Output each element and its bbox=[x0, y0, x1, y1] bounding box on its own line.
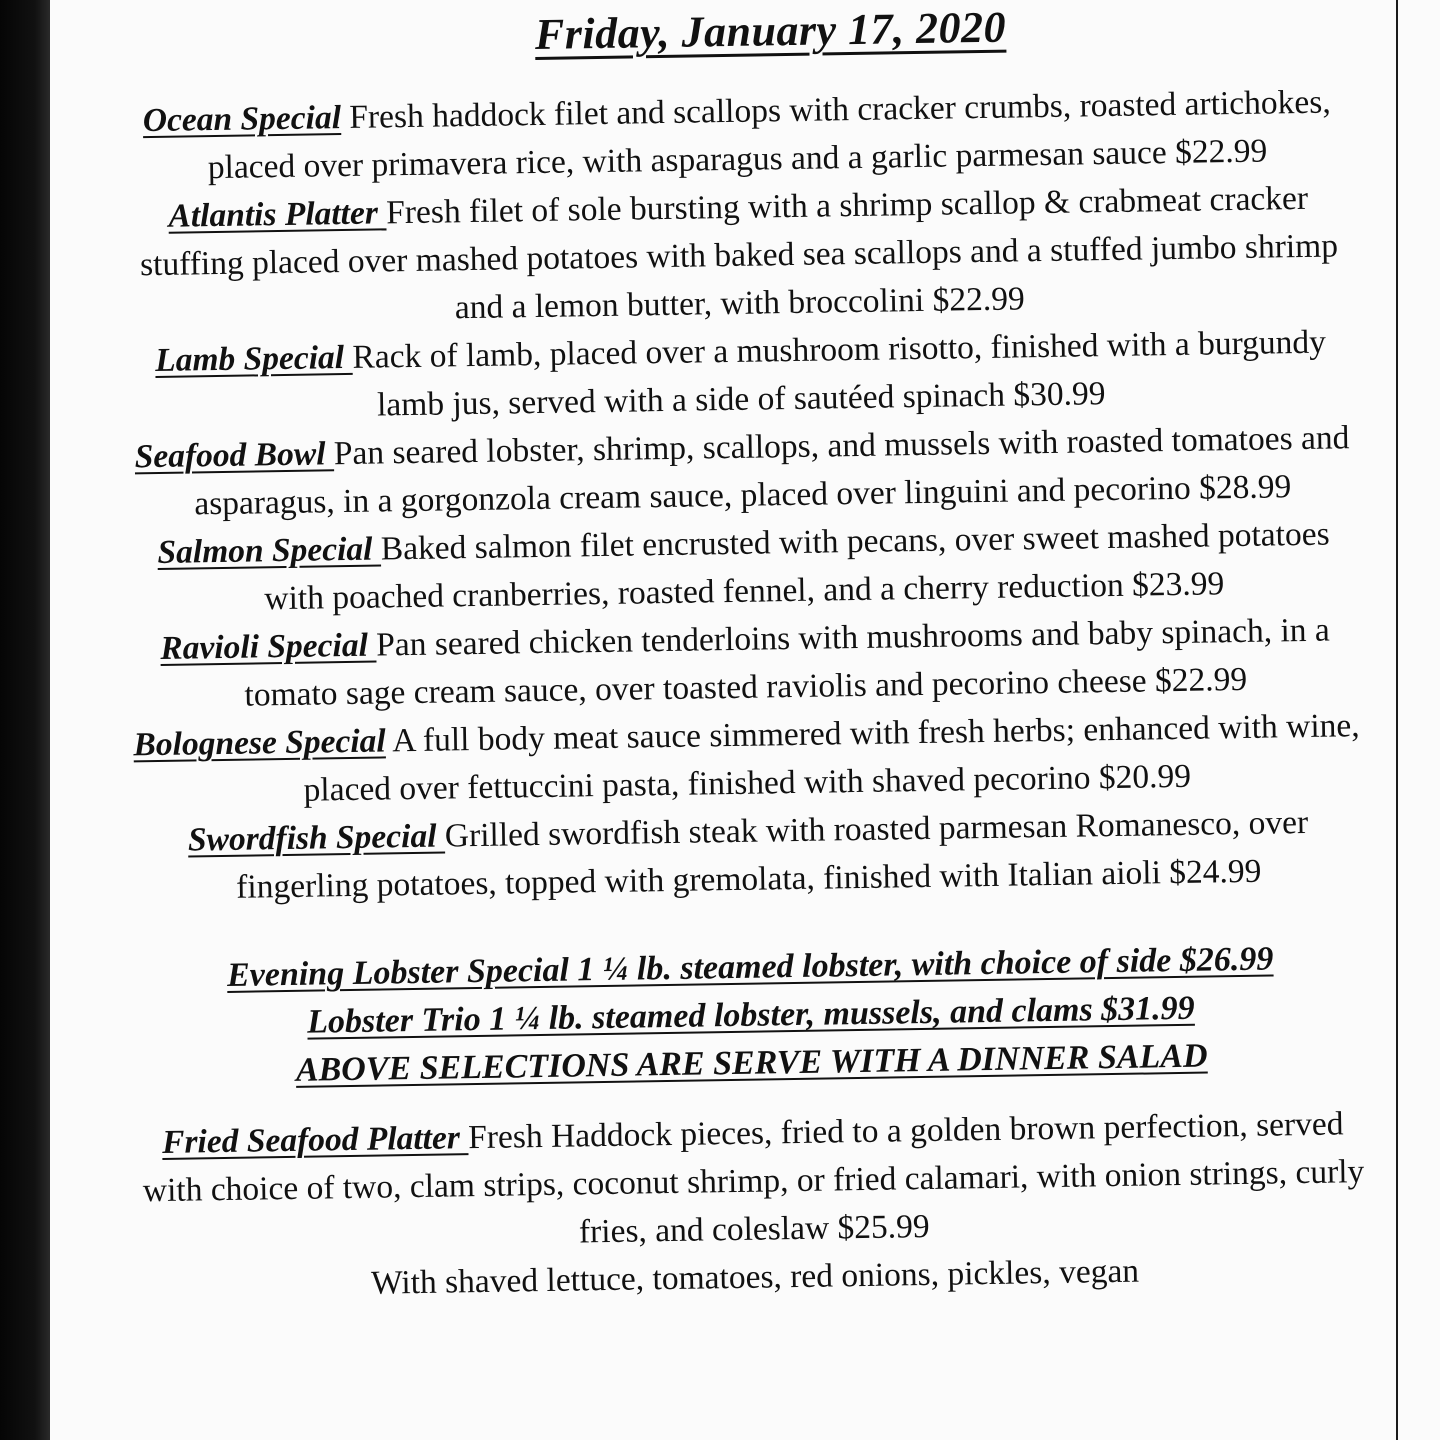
item-description: A full body meat sauce simmered with fresh herbs; enhanced with wine, placed over fettuccini pasta, finished with shaved pecorino $20.99 bbox=[303, 707, 1360, 809]
item-description: Grilled swordfish steak with roasted parmesan Romanesco, over fingerling potatoes, topped with gremolata, finished with Italian aioli $24.99 bbox=[235, 803, 1309, 906]
item-name: Ocean Special bbox=[142, 99, 342, 140]
item-name: Seafood Bowl bbox=[134, 435, 335, 476]
item-description: Rack of lamb, placed over a mushroom risotto, finished with a burgundy lamb jus, served with a side of sautéed spinach $30.99 bbox=[352, 323, 1327, 424]
menu-items bbox=[121, 78, 1370, 1311]
menu-date: Friday, January 17, 2020 bbox=[534, 2, 1007, 59]
item-description: Pan seared lobster, shrimp, scallops, and mussels with roasted tomatoes and asparagus, in a gorgonzola cream sauce, placed over linguini and pecorino $28.99 bbox=[194, 419, 1350, 523]
item-description: Fresh haddock filet and scallops with cracker crumbs, roasted artichokes, placed over primavera rice, with asparagus and a garlic parmesan sauce $22.99 bbox=[207, 83, 1331, 187]
menu-item bbox=[133, 798, 1364, 913]
item-name: Ravioli Special bbox=[160, 626, 377, 667]
lobster-special-line: Evening Lobster Special 1 ¼ lb. steamed lobster, with choice of side $26.99 bbox=[226, 940, 1274, 994]
item-description: Baked salmon filet encrusted with pecans, over sweet mashed potatoes with poached cranberries, roasted fennel, and a cherry reduction $23.99 bbox=[264, 515, 1330, 618]
menu-item bbox=[123, 174, 1355, 337]
item-name: Atlantis Platter bbox=[168, 194, 387, 235]
scan-dark-edge bbox=[0, 0, 50, 1440]
item-description: Pan seared chicken tenderloins with mushrooms and baby spinach, in a tomato sage cream sauce, over toasted raviolis and pecorino cheese $22.99 bbox=[244, 611, 1330, 714]
item-name: Fried Seafood Platter bbox=[161, 1119, 469, 1161]
item-name: Bolognese Special bbox=[133, 722, 386, 764]
item-name: Salmon Special bbox=[157, 530, 382, 571]
menu-sheet bbox=[60, 0, 1412, 1440]
lobster-trio-line: Lobster Trio 1 ¼ lb. steamed lobster, mussels, and clams $31.99 bbox=[306, 989, 1195, 1041]
salad-notice-line: ABOVE SELECTIONS ARE SERVE WITH A DINNER SALAD bbox=[295, 1037, 1208, 1089]
menu-item bbox=[138, 1100, 1370, 1263]
item-name: Lamb Special bbox=[154, 338, 353, 379]
cut-off-text: With shaved lettuce, tomatoes, red onions, pickles, vegan bbox=[370, 1252, 1140, 1302]
item-description: Fresh Haddock pieces, fried to a golden brown perfection, served with choice of two, clam strips, coconut shrimp, or fried calamari, with onion strings, curly fries, and coleslaw $25.99 bbox=[142, 1105, 1365, 1251]
item-name: Swordfish Special bbox=[187, 817, 446, 859]
item-description: Fresh filet of sole bursting with a shrimp scallop & crabmeat cracker stuffing placed over mashed potatoes with baked sea scallops and a stuffed jumbo shrimp and a lemon butter, with broccolini $22.99 bbox=[139, 179, 1339, 327]
